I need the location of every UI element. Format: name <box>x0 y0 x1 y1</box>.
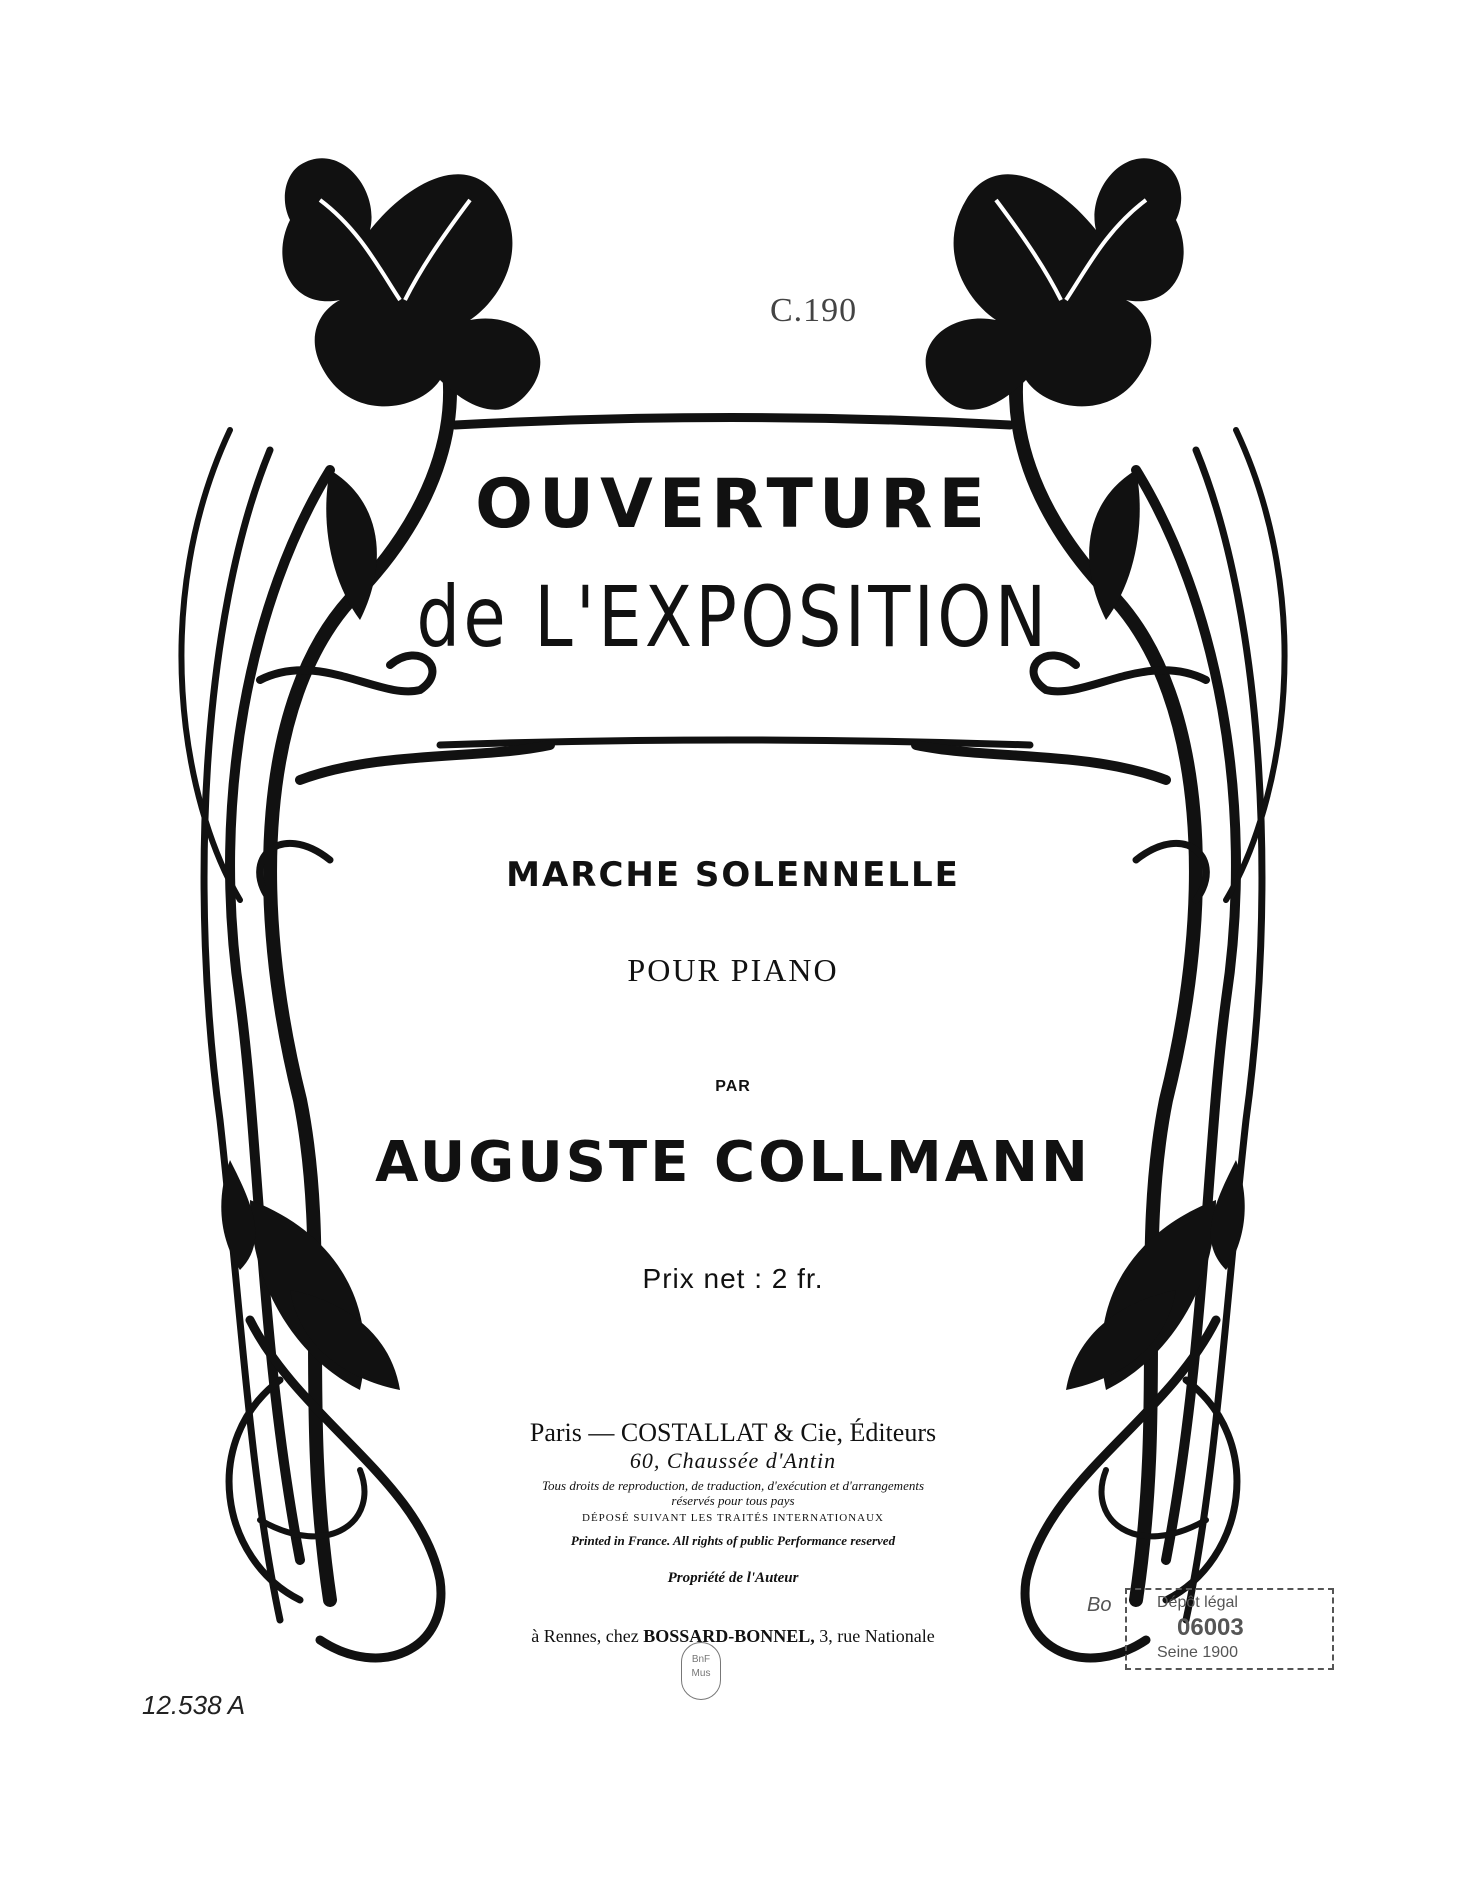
title-line-2: de L'EXPOSITION <box>416 568 1050 666</box>
bnf-seal: BnF Mus <box>681 1642 721 1700</box>
stamp-line-3: Seine 1900 <box>1157 1644 1238 1661</box>
publisher-address: 60, Chaussée d'Antin <box>629 1448 837 1473</box>
rennes-suffix: 3, rue Nationale <box>819 1626 935 1646</box>
shelfmark: 12.538 A <box>142 1690 246 1720</box>
printed-line: Printed in France. All rights of public Performance reserved <box>570 1533 896 1548</box>
par-label: PAR <box>715 1078 751 1095</box>
title-line-1: OUVERTURE <box>475 465 991 544</box>
property-line: Propriété de l'Auteur <box>667 1570 799 1586</box>
stamp-line-2: 06003 <box>1177 1614 1244 1641</box>
rights-line-1: Tous droits de reproduction, de traduction, d'exécution et d'arrangements <box>541 1478 925 1493</box>
price: Prix net : 2 fr. <box>642 1263 824 1294</box>
rennes-prefix: à Rennes, chez <box>531 1626 639 1646</box>
rennes-name: BOSSARD-BONNEL, <box>643 1626 815 1646</box>
deposit-line: DÉPOSÉ SUIVANT LES TRAITÉS INTERNATIONAUX <box>582 1512 884 1524</box>
legal-deposit-stamp <box>1087 1588 1334 1670</box>
rights-line-2: réservés pour tous pays <box>671 1493 795 1508</box>
catalog-mark: C.190 <box>770 292 858 329</box>
stamp-line-1: Dépôt légal <box>1157 1594 1238 1611</box>
publisher-line: Paris — COSTALLAT & Cie, Éditeurs <box>529 1418 937 1447</box>
composer-name: AUGUSTE COLLMANN <box>375 1130 1091 1195</box>
instrument: POUR PIANO <box>627 952 839 988</box>
subtitle: MARCHE SOLENNELLE <box>506 855 960 895</box>
stamp-side: Bo <box>1087 1594 1112 1616</box>
